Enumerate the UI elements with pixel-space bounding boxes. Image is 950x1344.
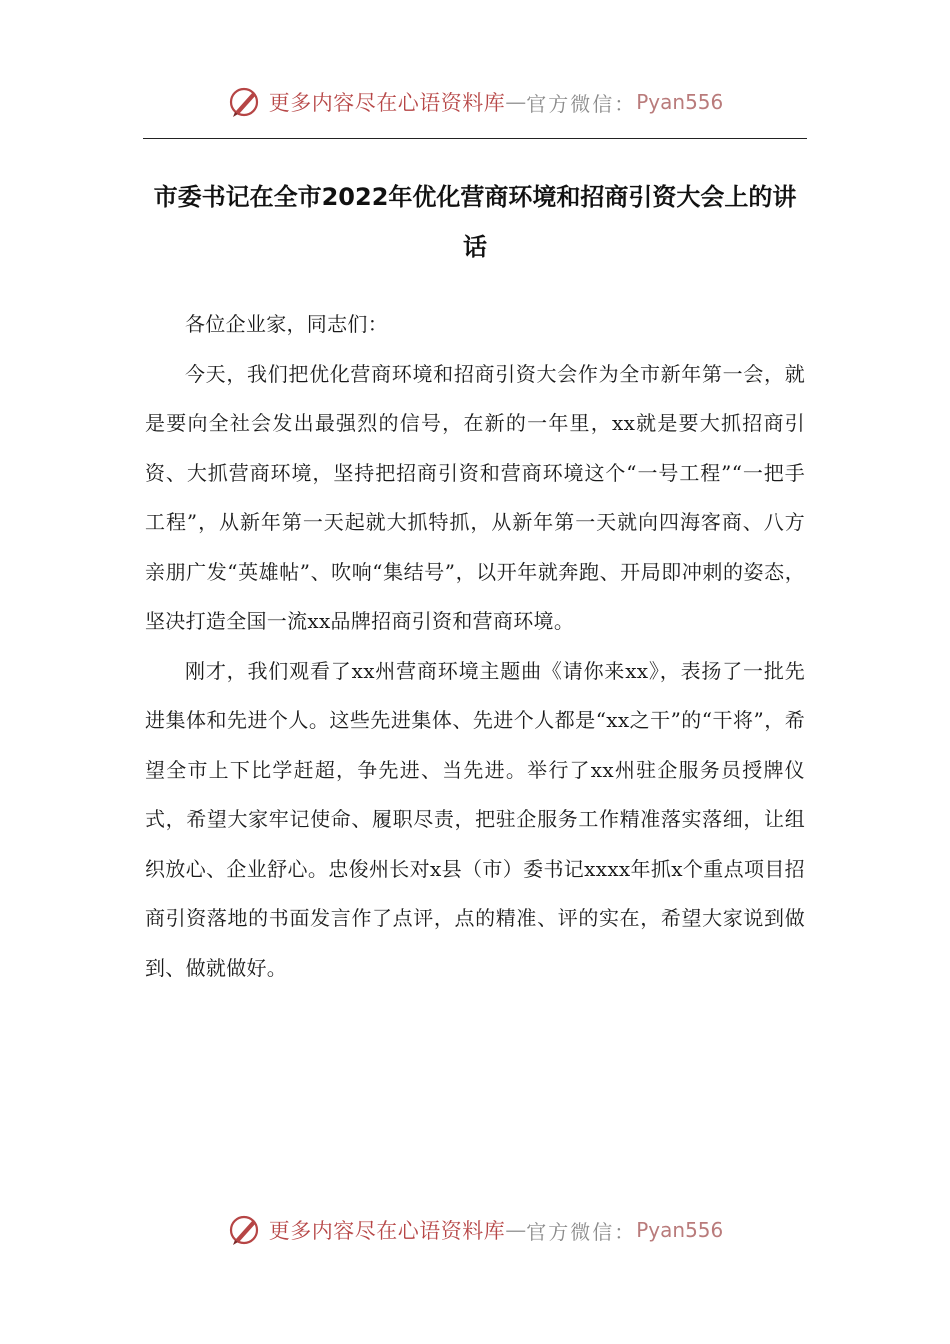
header-banner: [0, 82, 950, 122]
header-wechat-label: 官方微信：: [526, 91, 637, 116]
header-wechat-id: Pyan556: [636, 90, 724, 114]
footer-banner-text: 更多内容尽在心语资料库: [268, 1219, 506, 1243]
header-banner-dash: —: [505, 90, 527, 114]
document-body: [145, 300, 805, 993]
footer-banner-dash: —: [505, 1218, 527, 1242]
footer-wechat-id: Pyan556: [636, 1218, 724, 1242]
salutation-paragraph: 各位企业家，同志们：: [185, 312, 388, 336]
body-paragraph-2: 刚才，我们观看了xx州营商环境主题曲《请你来xx》，表扬了一批先进集体和先进个人。这些先进集体、先进个人都是“xx之干”的“干将”，希望全市上下比学赶超，争先进、当先进。举行了xx州驻企服务员授牌仪式，希望大家牢记使命、履职尽责，把驻企服务工作精准落实落细，让组织放心、企业舒心。忠俊州长对x县（市）委书记xxxx年抓x个重点项目招商引资落地的书面发言作了点评，点的精准、评的实在，希望大家说到做到、做就做好。: [145, 658, 805, 980]
footer-banner: [0, 1210, 950, 1250]
document-title: 市委书记在全市2022年优化营商环境和招商引资大会上的讲话: [153, 183, 797, 261]
header-banner-text: 更多内容尽在心语资料库: [268, 91, 506, 115]
footer-wechat-label: 官方微信：: [526, 1219, 637, 1244]
body-paragraph-1: 今天，我们把优化营商环境和招商引资大会作为全市新年第一会，就是要向全社会发出最强烈的信号，在新的一年里，xx就是要大抓招商引资、大抓营商环境，坚持把招商引资和营商环境这个“一号工程”“一把手工程”，从新年第一天起就大抓特抓，从新年第一天就向四海客商、八方亲朋广发“英雄帖”、吹响“集结号”，以开年就奔跑、开局即冲刺的姿态，坚决打造全国一流xx品牌招商引资和营商环境。: [145, 361, 805, 633]
header-divider: [143, 138, 807, 139]
pen-logo-icon: [227, 1212, 263, 1248]
pen-logo-icon: [227, 84, 263, 120]
